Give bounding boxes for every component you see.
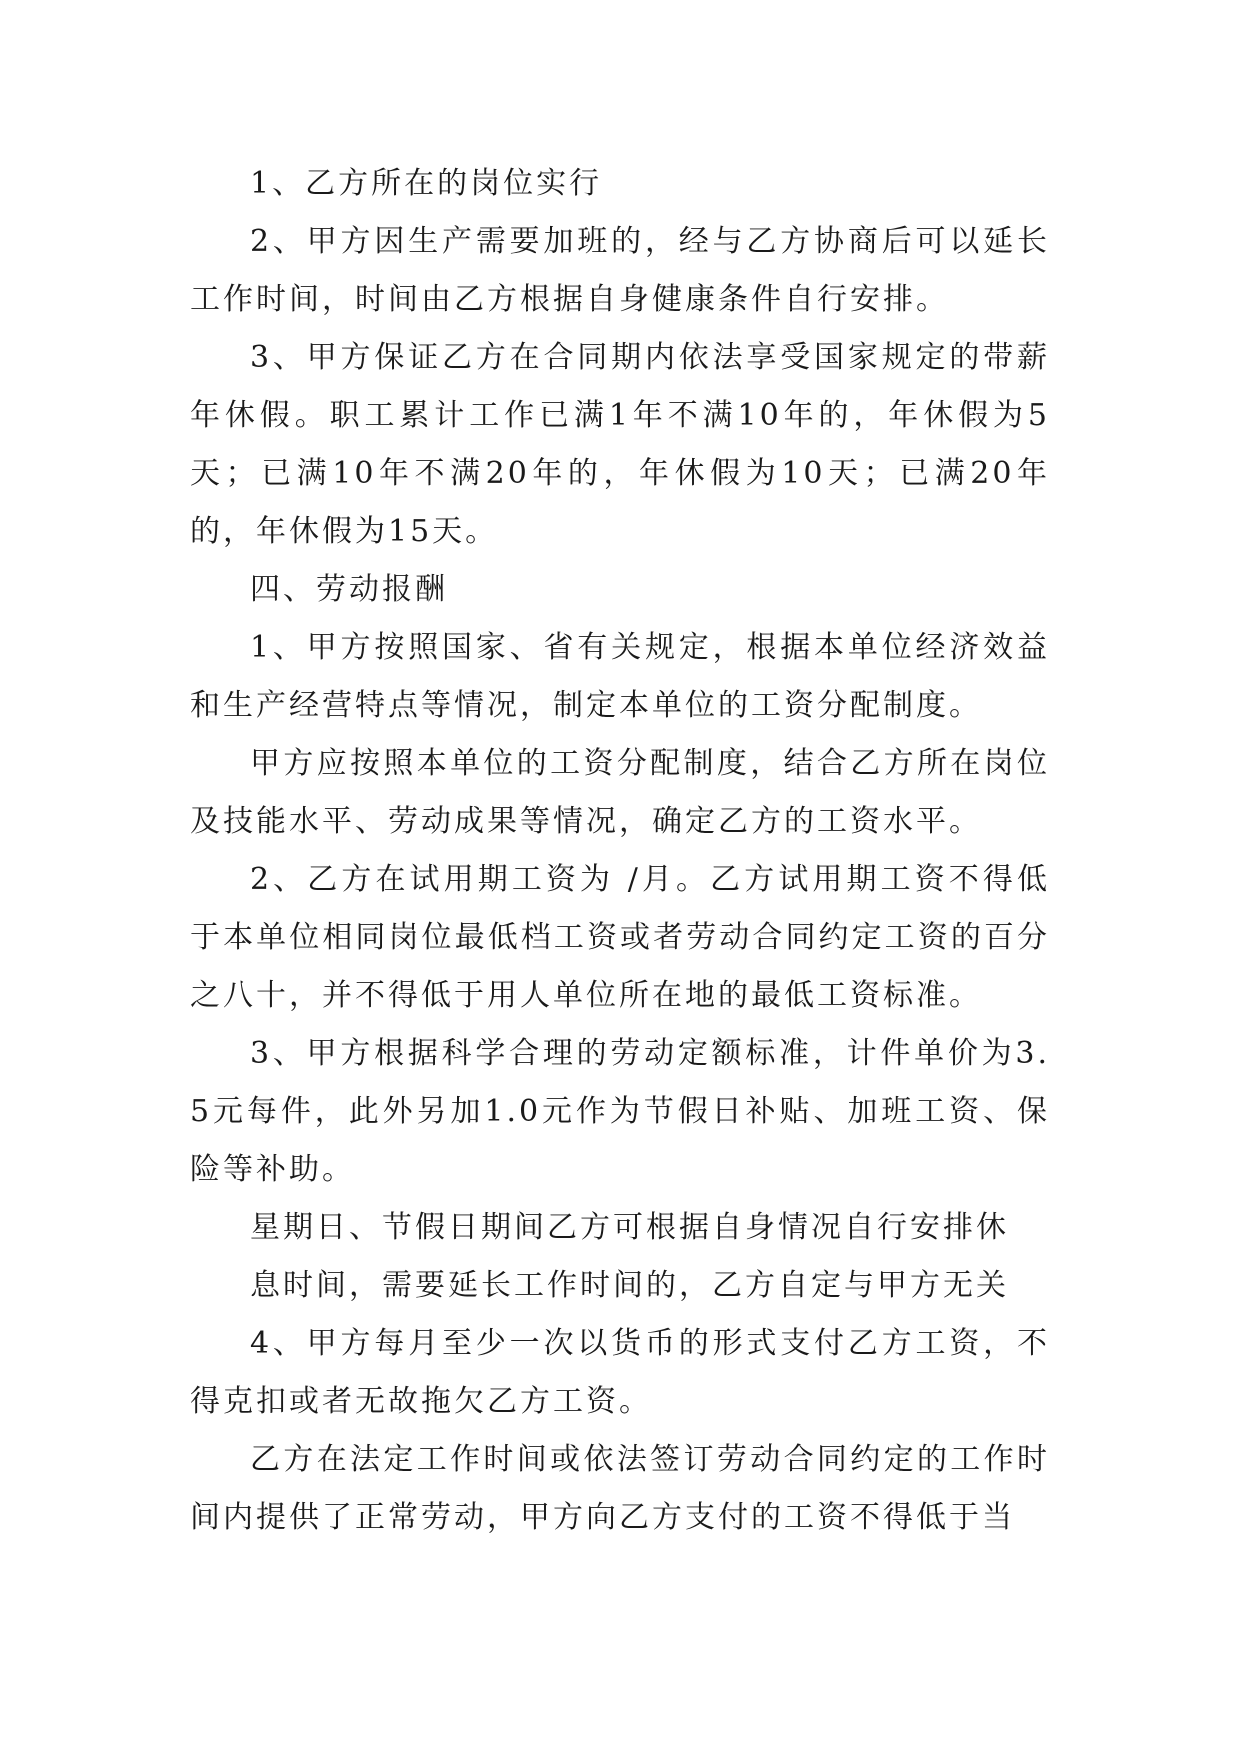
paragraph-work-post: 1、乙方所在的岗位实行 bbox=[250, 166, 603, 201]
paragraph-holiday-line-1: 星期日、节假日期间乙方可根据自身情况自行安排休 bbox=[250, 1210, 1009, 1245]
section-heading-remuneration: 四、劳动报酬 bbox=[250, 572, 448, 607]
paragraph-annual-leave: 3、甲方保证乙方在合同期内依法享受国家规定的带薪年休假。职工累计工作已满1年不满10年的，年休假为5天；已满10年不满20年的，年休假为10天；已满20年的，年休假为15天。 bbox=[190, 340, 1050, 549]
paragraph-probation-wage: 2、乙方在试用期工资为 /月。乙方试用期工资不得低于本单位相同岗位最低档工资或者劳动合同约定工资的百分之八十，并不得低于用人单位所在地的最低工资标准。 bbox=[190, 862, 1050, 1013]
paragraph-wage-system: 1、甲方按照国家、省有关规定，根据本单位经济效益和生产经营特点等情况，制定本单位的工资分配制度。 bbox=[190, 630, 1050, 723]
paragraph-holiday-line-2: 息时间，需要延长工作时间的，乙方自定与甲方无关 bbox=[250, 1268, 1009, 1303]
paragraph-wage-payment: 4、甲方每月至少一次以货币的形式支付乙方工资，不得克扣或者无故拖欠乙方工资。 bbox=[190, 1326, 1050, 1419]
paragraph-minimum-wage: 乙方在法定工作时间或依法签订劳动合同约定的工作时间内提供了正常劳动，甲方向乙方支付的工资不得低于当 bbox=[190, 1442, 1050, 1535]
document-body bbox=[190, 155, 1050, 1547]
paragraph-piece-rate: 3、甲方根据科学合理的劳动定额标准，计件单价为3.5元每件，此外另加1.0元作为节假日补贴、加班工资、保险等补助。 bbox=[190, 1036, 1050, 1187]
paragraph-overtime: 2、甲方因生产需要加班的，经与乙方协商后可以延长工作时间，时间由乙方根据自身健康条件自行安排。 bbox=[190, 224, 1050, 317]
paragraph-wage-level: 甲方应按照本单位的工资分配制度，结合乙方所在岗位及技能水平、劳动成果等情况，确定乙方的工资水平。 bbox=[190, 746, 1050, 839]
